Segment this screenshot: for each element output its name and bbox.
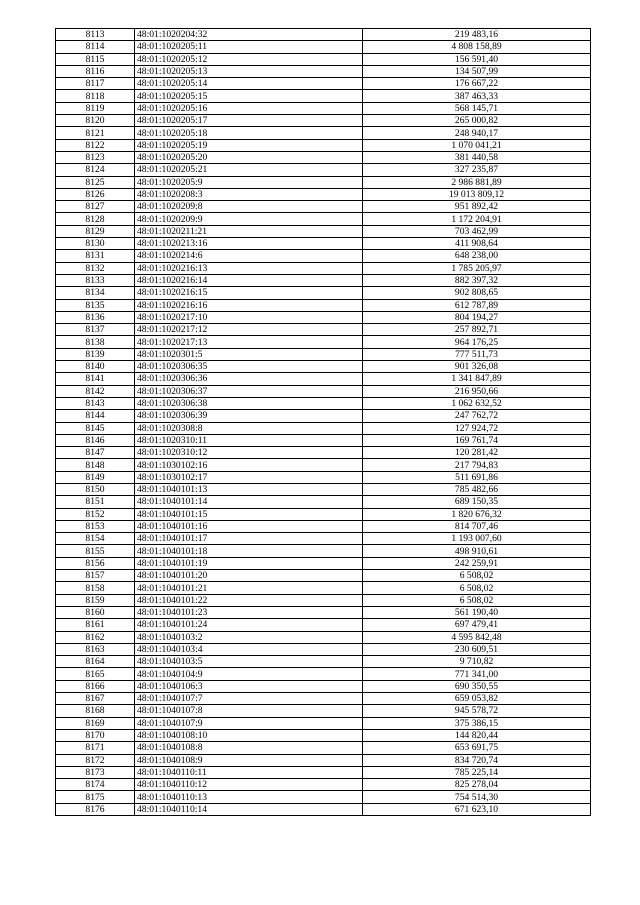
table-row [56, 151, 591, 163]
row-number: 8138 [56, 336, 135, 348]
cadastral-number: 48:01:1020306:38 [135, 397, 363, 409]
row-number: 8155 [56, 545, 135, 557]
table-row [56, 570, 591, 582]
row-number: 8125 [56, 176, 135, 188]
cadastral-number: 48:01:1020205:11 [135, 41, 363, 53]
row-number: 8140 [56, 361, 135, 373]
cadastral-value: 498 910,61 [363, 545, 591, 557]
cadastral-value: 134 507,99 [363, 65, 591, 77]
row-number: 8158 [56, 582, 135, 594]
cadastral-number: 48:01:1030102:16 [135, 459, 363, 471]
table-row [56, 729, 591, 741]
table-row [56, 803, 591, 815]
cadastral-value: 4 808 158,89 [363, 41, 591, 53]
cadastral-number: 48:01:1020306:39 [135, 410, 363, 422]
row-number: 8117 [56, 78, 135, 90]
row-number: 8128 [56, 213, 135, 225]
row-number: 8153 [56, 520, 135, 532]
table-row [56, 176, 591, 188]
cadastral-value: 754 514,30 [363, 791, 591, 803]
cadastral-value: 257 892,71 [363, 324, 591, 336]
row-number: 8124 [56, 164, 135, 176]
cadastral-value: 1 820 676,32 [363, 508, 591, 520]
table-row [56, 65, 591, 77]
cadastral-number: 48:01:1030102:17 [135, 471, 363, 483]
cadastral-number: 48:01:1020205:9 [135, 176, 363, 188]
table-body [56, 29, 591, 816]
row-number: 8167 [56, 693, 135, 705]
cadastral-number: 48:01:1040110:11 [135, 766, 363, 778]
row-number: 8173 [56, 766, 135, 778]
row-number: 8156 [56, 557, 135, 569]
table-row [56, 754, 591, 766]
cadastral-number: 48:01:1040108:8 [135, 742, 363, 754]
cadastral-number: 48:01:1040101:15 [135, 508, 363, 520]
cadastral-value: 6 508,02 [363, 594, 591, 606]
table-row [56, 29, 591, 41]
cadastral-value: 804 194,27 [363, 311, 591, 323]
row-number: 8114 [56, 41, 135, 53]
table-row [56, 766, 591, 778]
cadastral-value: 653 691,75 [363, 742, 591, 754]
cadastral-number: 48:01:1020306:35 [135, 361, 363, 373]
row-number: 8160 [56, 606, 135, 618]
table-row [56, 361, 591, 373]
cadastral-number: 48:01:1020205:13 [135, 65, 363, 77]
row-number: 8152 [56, 508, 135, 520]
cadastral-number: 48:01:1040101:13 [135, 483, 363, 495]
cadastral-value: 19 013 809,12 [363, 188, 591, 200]
row-number: 8166 [56, 680, 135, 692]
cadastral-number: 48:01:1020216:16 [135, 299, 363, 311]
row-number: 8126 [56, 188, 135, 200]
table-row [56, 274, 591, 286]
cadastral-value: 964 176,25 [363, 336, 591, 348]
row-number: 8139 [56, 348, 135, 360]
cadastral-number: 48:01:1020205:17 [135, 115, 363, 127]
table-row [56, 742, 591, 754]
cadastral-number: 48:01:1040101:18 [135, 545, 363, 557]
cadastral-number: 48:01:1020216:13 [135, 262, 363, 274]
table-row [56, 643, 591, 655]
cadastral-value: 697 479,41 [363, 619, 591, 631]
cadastral-value: 901 326,08 [363, 361, 591, 373]
cadastral-number: 48:01:1040110:14 [135, 803, 363, 815]
cadastral-value: 156 591,40 [363, 53, 591, 65]
cadastral-number: 48:01:1040103:2 [135, 631, 363, 643]
cadastral-value: 568 145,71 [363, 102, 591, 114]
cadastral-value: 381 440,58 [363, 151, 591, 163]
cadastral-value: 1 062 632,52 [363, 397, 591, 409]
cadastral-number: 48:01:1040101:24 [135, 619, 363, 631]
cadastral-value: 327 235,87 [363, 164, 591, 176]
table-row [56, 373, 591, 385]
cadastral-number: 48:01:1020216:15 [135, 287, 363, 299]
cadastral-value: 127 924,72 [363, 422, 591, 434]
row-number: 8129 [56, 225, 135, 237]
row-number: 8145 [56, 422, 135, 434]
row-number: 8142 [56, 385, 135, 397]
table-row [56, 717, 591, 729]
row-number: 8143 [56, 397, 135, 409]
table-row [56, 680, 591, 692]
row-number: 8120 [56, 115, 135, 127]
cadastral-value: 511 691,86 [363, 471, 591, 483]
table-row [56, 127, 591, 139]
cadastral-value: 612 787,89 [363, 299, 591, 311]
table-row [56, 582, 591, 594]
cadastral-value: 169 761,74 [363, 434, 591, 446]
table-row [56, 705, 591, 717]
row-number: 8148 [56, 459, 135, 471]
cadastral-value: 265 000,82 [363, 115, 591, 127]
row-number: 8175 [56, 791, 135, 803]
cadastral-value: 242 259,91 [363, 557, 591, 569]
table-row [56, 410, 591, 422]
table-row [56, 90, 591, 102]
row-number: 8137 [56, 324, 135, 336]
cadastral-value: 902 808,65 [363, 287, 591, 299]
cadastral-number: 48:01:1020209:8 [135, 201, 363, 213]
table-row [56, 164, 591, 176]
cadastral-value: 219 483,16 [363, 29, 591, 41]
cadastral-number: 48:01:1020217:12 [135, 324, 363, 336]
table-row [56, 594, 591, 606]
cadastral-number: 48:01:1040103:4 [135, 643, 363, 655]
row-number: 8136 [56, 311, 135, 323]
cadastral-value: 814 707,46 [363, 520, 591, 532]
row-number: 8151 [56, 496, 135, 508]
cadastral-value: 777 511,73 [363, 348, 591, 360]
cadastral-number: 48:01:1020208:3 [135, 188, 363, 200]
table-row [56, 115, 591, 127]
table-row [56, 520, 591, 532]
cadastral-value-table [55, 28, 591, 816]
cadastral-value: 176 667,22 [363, 78, 591, 90]
cadastral-number: 48:01:1040101:17 [135, 533, 363, 545]
table-row [56, 41, 591, 53]
table-row [56, 188, 591, 200]
cadastral-number: 48:01:1040108:9 [135, 754, 363, 766]
cadastral-number: 48:01:1020217:13 [135, 336, 363, 348]
row-number: 8169 [56, 717, 135, 729]
cadastral-number: 48:01:1020205:12 [135, 53, 363, 65]
cadastral-number: 48:01:1020308:8 [135, 422, 363, 434]
cadastral-number: 48:01:1040101:16 [135, 520, 363, 532]
table-row [56, 791, 591, 803]
table-row [56, 102, 591, 114]
row-number: 8171 [56, 742, 135, 754]
cadastral-value: 144 820,44 [363, 729, 591, 741]
row-number: 8127 [56, 201, 135, 213]
table-row [56, 139, 591, 151]
cadastral-value: 648 238,00 [363, 250, 591, 262]
table-row [56, 606, 591, 618]
cadastral-value: 825 278,04 [363, 779, 591, 791]
table-row [56, 336, 591, 348]
cadastral-number: 48:01:1020205:19 [135, 139, 363, 151]
cadastral-value: 689 150,35 [363, 496, 591, 508]
row-number: 8146 [56, 434, 135, 446]
row-number: 8147 [56, 447, 135, 459]
row-number: 8115 [56, 53, 135, 65]
cadastral-value: 659 053,82 [363, 693, 591, 705]
cadastral-value: 375 386,15 [363, 717, 591, 729]
row-number: 8150 [56, 483, 135, 495]
cadastral-value: 1 172 204,91 [363, 213, 591, 225]
cadastral-value: 785 482,66 [363, 483, 591, 495]
row-number: 8164 [56, 656, 135, 668]
row-number: 8157 [56, 570, 135, 582]
table-row [56, 779, 591, 791]
cadastral-value: 411 908,64 [363, 238, 591, 250]
row-number: 8141 [56, 373, 135, 385]
row-number: 8133 [56, 274, 135, 286]
table-row [56, 471, 591, 483]
table-row [56, 693, 591, 705]
cadastral-number: 48:01:1020205:15 [135, 90, 363, 102]
cadastral-value: 217 794,83 [363, 459, 591, 471]
cadastral-value: 703 462,99 [363, 225, 591, 237]
cadastral-number: 48:01:1040104:9 [135, 668, 363, 680]
cadastral-number: 48:01:1020209:9 [135, 213, 363, 225]
table-row [56, 508, 591, 520]
cadastral-number: 48:01:1020306:37 [135, 385, 363, 397]
cadastral-number: 48:01:1040107:7 [135, 693, 363, 705]
row-number: 8176 [56, 803, 135, 815]
cadastral-value: 120 281,42 [363, 447, 591, 459]
row-number: 8168 [56, 705, 135, 717]
table-row [56, 78, 591, 90]
cadastral-number: 48:01:1020310:11 [135, 434, 363, 446]
row-number: 8134 [56, 287, 135, 299]
cadastral-value: 216 950,66 [363, 385, 591, 397]
table-row [56, 299, 591, 311]
cadastral-number: 48:01:1020205:14 [135, 78, 363, 90]
table-row [56, 201, 591, 213]
cadastral-number: 48:01:1040101:14 [135, 496, 363, 508]
row-number: 8116 [56, 65, 135, 77]
cadastral-value: 248 940,17 [363, 127, 591, 139]
cadastral-value: 387 463,33 [363, 90, 591, 102]
row-number: 8172 [56, 754, 135, 766]
cadastral-value: 1 070 041,21 [363, 139, 591, 151]
cadastral-number: 48:01:1020211:21 [135, 225, 363, 237]
table-row [56, 213, 591, 225]
row-number: 8119 [56, 102, 135, 114]
cadastral-number: 48:01:1020310:12 [135, 447, 363, 459]
cadastral-number: 48:01:1040101:22 [135, 594, 363, 606]
cadastral-number: 48:01:1040107:9 [135, 717, 363, 729]
table-row [56, 53, 591, 65]
row-number: 8161 [56, 619, 135, 631]
cadastral-number: 48:01:1040106:3 [135, 680, 363, 692]
row-number: 8170 [56, 729, 135, 741]
cadastral-number: 48:01:1020204:32 [135, 29, 363, 41]
row-number: 8159 [56, 594, 135, 606]
cadastral-value: 690 350,55 [363, 680, 591, 692]
table-row [56, 287, 591, 299]
cadastral-value: 1 341 847,89 [363, 373, 591, 385]
row-number: 8154 [56, 533, 135, 545]
cadastral-number: 48:01:1020301:5 [135, 348, 363, 360]
row-number: 8165 [56, 668, 135, 680]
table-row [56, 496, 591, 508]
row-number: 8163 [56, 643, 135, 655]
cadastral-number: 48:01:1040101:21 [135, 582, 363, 594]
cadastral-value: 6 508,02 [363, 570, 591, 582]
cadastral-number: 48:01:1020205:18 [135, 127, 363, 139]
cadastral-value: 1 193 007,60 [363, 533, 591, 545]
cadastral-value: 771 341,00 [363, 668, 591, 680]
table-row [56, 631, 591, 643]
cadastral-value: 834 720,74 [363, 754, 591, 766]
cadastral-number: 48:01:1040101:23 [135, 606, 363, 618]
table-row [56, 656, 591, 668]
table-row [56, 262, 591, 274]
row-number: 8162 [56, 631, 135, 643]
table-row [56, 459, 591, 471]
row-number: 8118 [56, 90, 135, 102]
cadastral-value: 1 785 205,97 [363, 262, 591, 274]
row-number: 8144 [56, 410, 135, 422]
row-number: 8149 [56, 471, 135, 483]
cadastral-value: 4 595 842,48 [363, 631, 591, 643]
table-row [56, 397, 591, 409]
cadastral-value: 882 397,32 [363, 274, 591, 286]
cadastral-value: 247 762,72 [363, 410, 591, 422]
row-number: 8123 [56, 151, 135, 163]
cadastral-number: 48:01:1040110:13 [135, 791, 363, 803]
row-number: 8131 [56, 250, 135, 262]
cadastral-value: 951 892,42 [363, 201, 591, 213]
table-row [56, 533, 591, 545]
cadastral-number: 48:01:1040101:20 [135, 570, 363, 582]
row-number: 8113 [56, 29, 135, 41]
cadastral-value: 2 986 881,89 [363, 176, 591, 188]
cadastral-number: 48:01:1020214:6 [135, 250, 363, 262]
cadastral-value: 561 190,40 [363, 606, 591, 618]
row-number: 8132 [56, 262, 135, 274]
row-number: 8174 [56, 779, 135, 791]
cadastral-number: 48:01:1020205:21 [135, 164, 363, 176]
table-row [56, 348, 591, 360]
table-row [56, 311, 591, 323]
cadastral-number: 48:01:1040101:19 [135, 557, 363, 569]
table-row [56, 225, 591, 237]
cadastral-number: 48:01:1020205:16 [135, 102, 363, 114]
cadastral-number: 48:01:1040110:12 [135, 779, 363, 791]
table-row [56, 385, 591, 397]
row-number: 8121 [56, 127, 135, 139]
table-row [56, 447, 591, 459]
cadastral-number: 48:01:1020216:14 [135, 274, 363, 286]
row-number: 8122 [56, 139, 135, 151]
cadastral-value: 671 623,10 [363, 803, 591, 815]
table-row [56, 619, 591, 631]
cadastral-number: 48:01:1020213:16 [135, 238, 363, 250]
cadastral-number: 48:01:1040108:10 [135, 729, 363, 741]
table-row [56, 557, 591, 569]
cadastral-value: 785 225,14 [363, 766, 591, 778]
table-row [56, 668, 591, 680]
cadastral-value: 6 508,02 [363, 582, 591, 594]
table-row [56, 422, 591, 434]
table-row [56, 250, 591, 262]
table-row [56, 545, 591, 557]
cadastral-number: 48:01:1020306:36 [135, 373, 363, 385]
table-row [56, 324, 591, 336]
row-number: 8130 [56, 238, 135, 250]
cadastral-value: 230 609,51 [363, 643, 591, 655]
table-row [56, 238, 591, 250]
cadastral-number: 48:01:1020205:20 [135, 151, 363, 163]
row-number: 8135 [56, 299, 135, 311]
cadastral-value: 9 710,82 [363, 656, 591, 668]
cadastral-value: 945 578,72 [363, 705, 591, 717]
table-row [56, 483, 591, 495]
table-row [56, 434, 591, 446]
cadastral-number: 48:01:1040107:8 [135, 705, 363, 717]
cadastral-number: 48:01:1040103:5 [135, 656, 363, 668]
cadastral-number: 48:01:1020217:10 [135, 311, 363, 323]
